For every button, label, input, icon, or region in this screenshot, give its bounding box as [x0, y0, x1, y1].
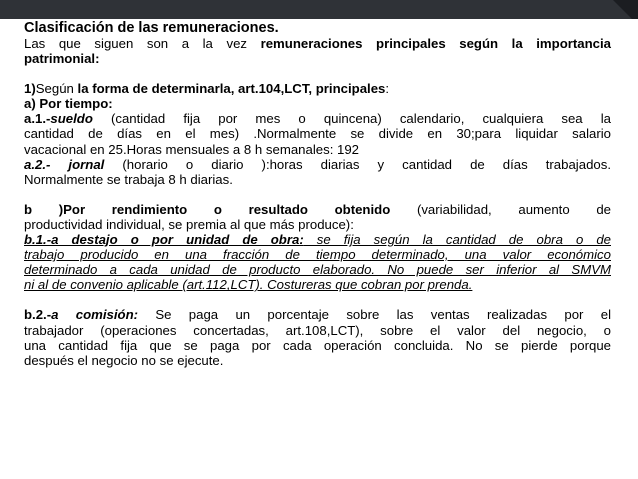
- section1-lead: Según: [35, 81, 78, 97]
- b2-text-1: Se paga un porcentaje sobre las ventas realizadas por el: [138, 307, 612, 323]
- intro-bold: remuneraciones principales según la importancia: [260, 36, 612, 51]
- a1-line-1: [24, 111, 611, 126]
- a1-label: a.1.-: [24, 111, 51, 127]
- b-line-1: [24, 202, 611, 217]
- b2-line-3: una cantidad fija que se paga por cada operación concluida. No se pierde porque: [24, 337, 611, 353]
- a1-line-3: vacacional en 25.Horas mensuales a 8 h semanales: 192: [24, 141, 360, 157]
- section1-number: 1): [24, 81, 36, 97]
- a2-text-1: (horario o diario ):horas diarias y cantidad de días trabajados.: [104, 156, 611, 172]
- a1-text-1: (cantidad fija por mes o quincena) calendario, cualquiera sea la: [92, 111, 611, 127]
- a2-line-2: Normalmente se trabaja 8 h diarias.: [24, 171, 233, 187]
- b1-line-2: trabajo producido en una fracción de tiempo determinado, una valor económico: [24, 247, 611, 263]
- b2-term: a comisión:: [51, 307, 139, 323]
- b2-line-4: después el negocio no se ejecute.: [24, 352, 224, 368]
- b1-term: b.1.-a destajo o por unidad de obra:: [24, 232, 304, 248]
- section1-line: [24, 81, 611, 96]
- slide-content: [24, 20, 611, 368]
- corner-decoration: [602, 0, 638, 19]
- b1-line-3: determinado a cada unidad de producto elaborado. No puede ser inferior al SMVM: [24, 262, 611, 278]
- b2-line-2: trabajador (operaciones concertadas, art.108,LCT), sobre el valor del negocio, o: [24, 322, 611, 338]
- intro-line-2: patrimonial:: [24, 51, 100, 67]
- slide-title: Clasificación de las remuneraciones.: [24, 20, 279, 36]
- b1-line-1: [24, 232, 611, 247]
- b1-text-1: se fija según la cantidad de obra o de: [303, 232, 611, 248]
- intro-line-1: [24, 36, 611, 51]
- a2-line-1: [24, 157, 611, 172]
- b-line-2: productividad individual, se premia al que más produce):: [24, 216, 354, 232]
- b-heading: b )Por rendimiento o resultado obtenido: [24, 201, 391, 217]
- a1-line-2: cantidad de días en el mes) .Normalmente se divide en 30;para liquidar salario: [24, 126, 611, 142]
- b1-line-4: ni al de convenio aplicable (art.112,LCT). Costureras que cobran por prenda.: [24, 277, 473, 293]
- section1-end: :: [385, 81, 390, 97]
- a2-term: a.2.- jornal: [24, 156, 105, 172]
- b2-label: b.2.-: [24, 307, 52, 323]
- a-heading: a) Por tiempo:: [24, 96, 113, 112]
- section1-bold: la forma de determinarla, art.104,LCT, principales: [77, 81, 386, 97]
- intro-lead: Las que siguen son a la vez: [24, 36, 261, 51]
- b2-line-1: [24, 307, 611, 322]
- top-band: [0, 0, 638, 19]
- b-text-1: (variabilidad, aumento de: [390, 201, 612, 217]
- a1-term: sueldo: [50, 111, 93, 127]
